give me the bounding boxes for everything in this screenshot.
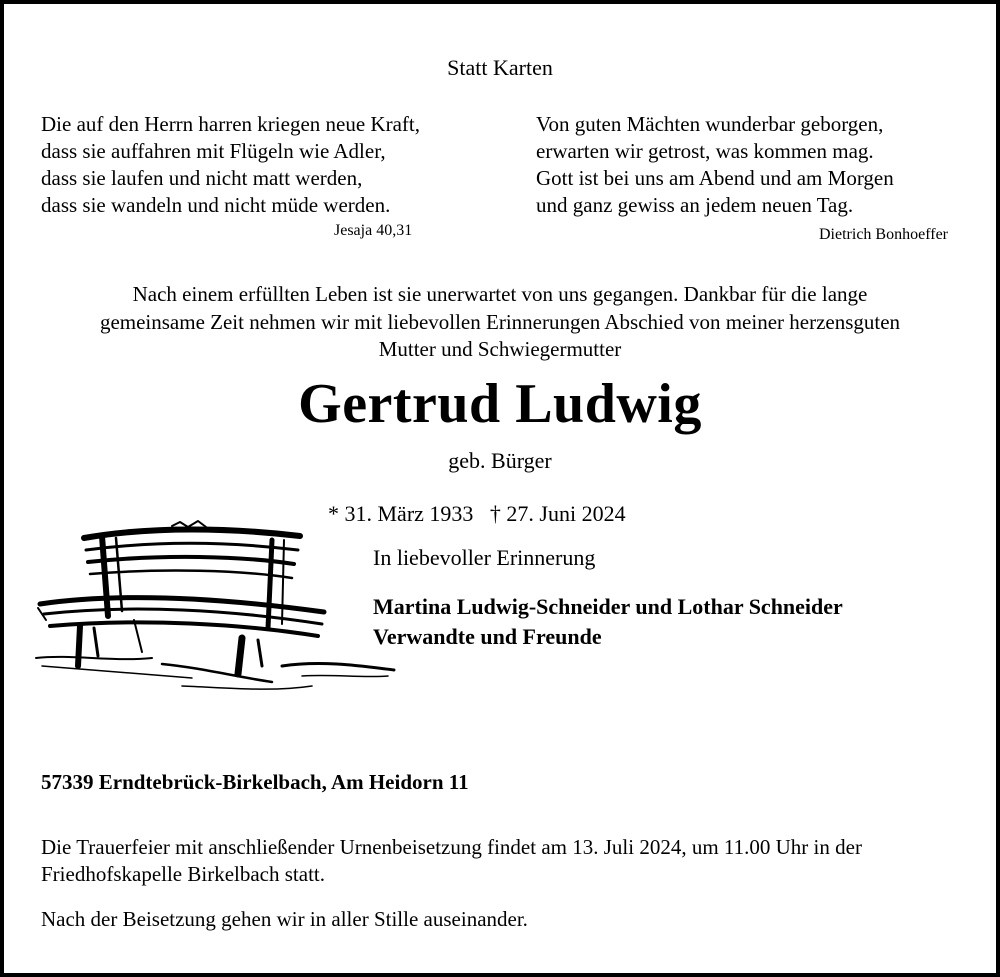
- poem-right-line: und ganz gewiss an jedem neuen Tag.: [536, 193, 854, 217]
- intro-line: gemeinsame Zeit nehmen wir mit liebevollen Erinnerungen Abschied von meiner herzensguten: [99, 310, 901, 334]
- deceased-name: Gertrud Ludwig: [298, 373, 702, 435]
- header-title: Statt Karten: [447, 55, 553, 80]
- poem-left-line: dass sie auffahren mit Flügeln wie Adler,: [41, 139, 386, 163]
- poem-right-line: Von guten Mächten wunderbar geborgen,: [536, 112, 884, 136]
- funeral-line: Die Trauerfeier mit anschließender Urnenbeisetzung findet am 13. Juli 2024, um 11.00 Uhr in der: [41, 835, 862, 859]
- poem-left-line: dass sie laufen und nicht matt werden,: [41, 166, 363, 190]
- poem-left-source: Jesaja 40,31: [334, 222, 413, 239]
- bench-illustration: [32, 516, 396, 696]
- poem-right-source: Dietrich Bonhoeffer: [819, 226, 948, 243]
- address: 57339 Erndtebrück-Birkelbach, Am Heidorn 11: [41, 770, 469, 794]
- intro-line: Nach einem erfüllten Leben ist sie unerwartet von uns gegangen. Dankbar für die lange: [132, 282, 868, 306]
- poem-right-line: erwarten wir getrost, was kommen mag.: [536, 139, 874, 163]
- funeral-closing: Nach der Beisetzung gehen wir in aller Stille auseinander.: [41, 907, 528, 931]
- poem-left: [41, 111, 420, 219]
- intro-line: Mutter und Schwiegermutter: [378, 337, 622, 361]
- mourners-intro: In liebevoller Erinnerung: [373, 545, 596, 570]
- poem-left-line: Die auf den Herrn harren kriegen neue Kraft,: [41, 112, 420, 136]
- poem-right: [536, 111, 894, 219]
- poem-right-line: Gott ist bei uns am Abend und am Morgen: [536, 166, 894, 190]
- maiden-name: geb. Bürger: [448, 448, 552, 473]
- funeral-line: Friedhofskapelle Birkelbach statt.: [41, 862, 326, 886]
- poem-left-line: dass sie wandeln und nicht müde werden.: [41, 193, 391, 217]
- life-dates: * 31. März 1933 † 27. Juni 2024: [328, 501, 626, 526]
- mourner-name: Martina Ludwig-Schneider und Lothar Schneider: [373, 594, 843, 619]
- mourner-name: Verwandte und Freunde: [373, 624, 602, 649]
